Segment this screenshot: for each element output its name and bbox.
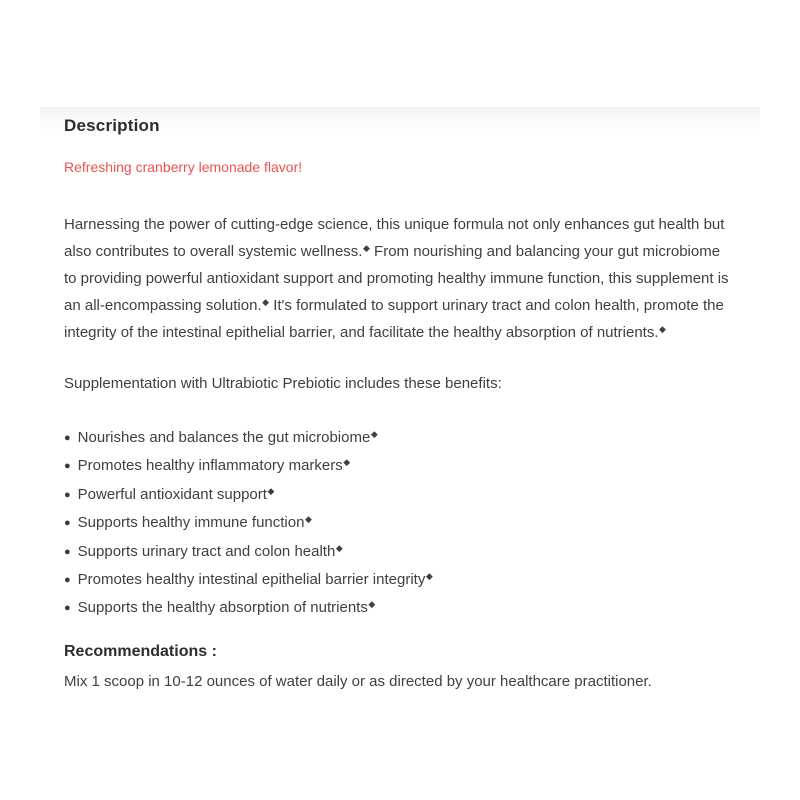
intro-paragraph: Harnessing the power of cutting-edge science, this unique formula not only enhances gut health but also contributes to overall systemic wellness.◆ From nourishing and balancing your gut microbiome to providing powerful antioxidant support and promoting healthy immune function, this supplement is an all-encompassing solution.◆ It's formulated to support urinary tract and colon health, promote the integrity of the intestinal epithelial barrier, and facilitate the healthy absorption of nutrients.◆ (64, 216, 729, 341)
benefit-list-item: ● Supports healthy immune function◆ (64, 509, 736, 537)
bullet-icon: ● (64, 602, 71, 615)
diamond-mark: ◆ (335, 542, 343, 553)
diamond-mark: ◆ (262, 297, 270, 307)
diamond-mark: ◆ (425, 571, 433, 582)
diamond-mark: ◆ (267, 485, 275, 496)
diamond-mark: ◆ (343, 457, 351, 468)
benefits-list (64, 424, 736, 623)
bullet-icon: ● (64, 574, 71, 587)
bullet-icon: ● (64, 545, 71, 558)
benefit-list-item: ● Supports urinary tract and colon health◆ (64, 538, 736, 566)
benefit-list-item: ● Nourishes and balances the gut microbiome◆ (64, 424, 736, 452)
benefits-intro: Supplementation with Ultrabiotic Prebiotic includes these benefits: (64, 375, 502, 392)
bullet-icon: ● (64, 432, 71, 444)
description-panel (40, 107, 760, 725)
diamond-mark: ◆ (370, 429, 378, 439)
flavor-note: Refreshing cranberry lemonade flavor! (64, 159, 303, 175)
benefit-list-item: ● Promotes healthy intestinal epithelial barrier integrity◆ (64, 566, 736, 594)
recommendations-heading: Recommendations : (64, 642, 217, 660)
bullet-icon: ● (64, 517, 71, 530)
benefit-list-item: ● Promotes healthy inflammatory markers◆ (64, 452, 736, 480)
diamond-mark: ◆ (368, 599, 376, 610)
benefit-list-item: ● Powerful antioxidant support◆ (64, 481, 736, 509)
benefit-list-item: ● Supports the healthy absorption of nutrients◆ (64, 594, 736, 622)
description-heading: Description (64, 116, 160, 135)
recommendations-text: Mix 1 scoop in 10-12 ounces of water daily or as directed by your healthcare practitioner. (64, 672, 652, 690)
bullet-icon: ● (64, 460, 71, 473)
diamond-mark: ◆ (362, 243, 370, 253)
bullet-icon: ● (64, 488, 71, 501)
diamond-mark: ◆ (304, 514, 312, 525)
diamond-mark: ◆ (659, 324, 666, 334)
